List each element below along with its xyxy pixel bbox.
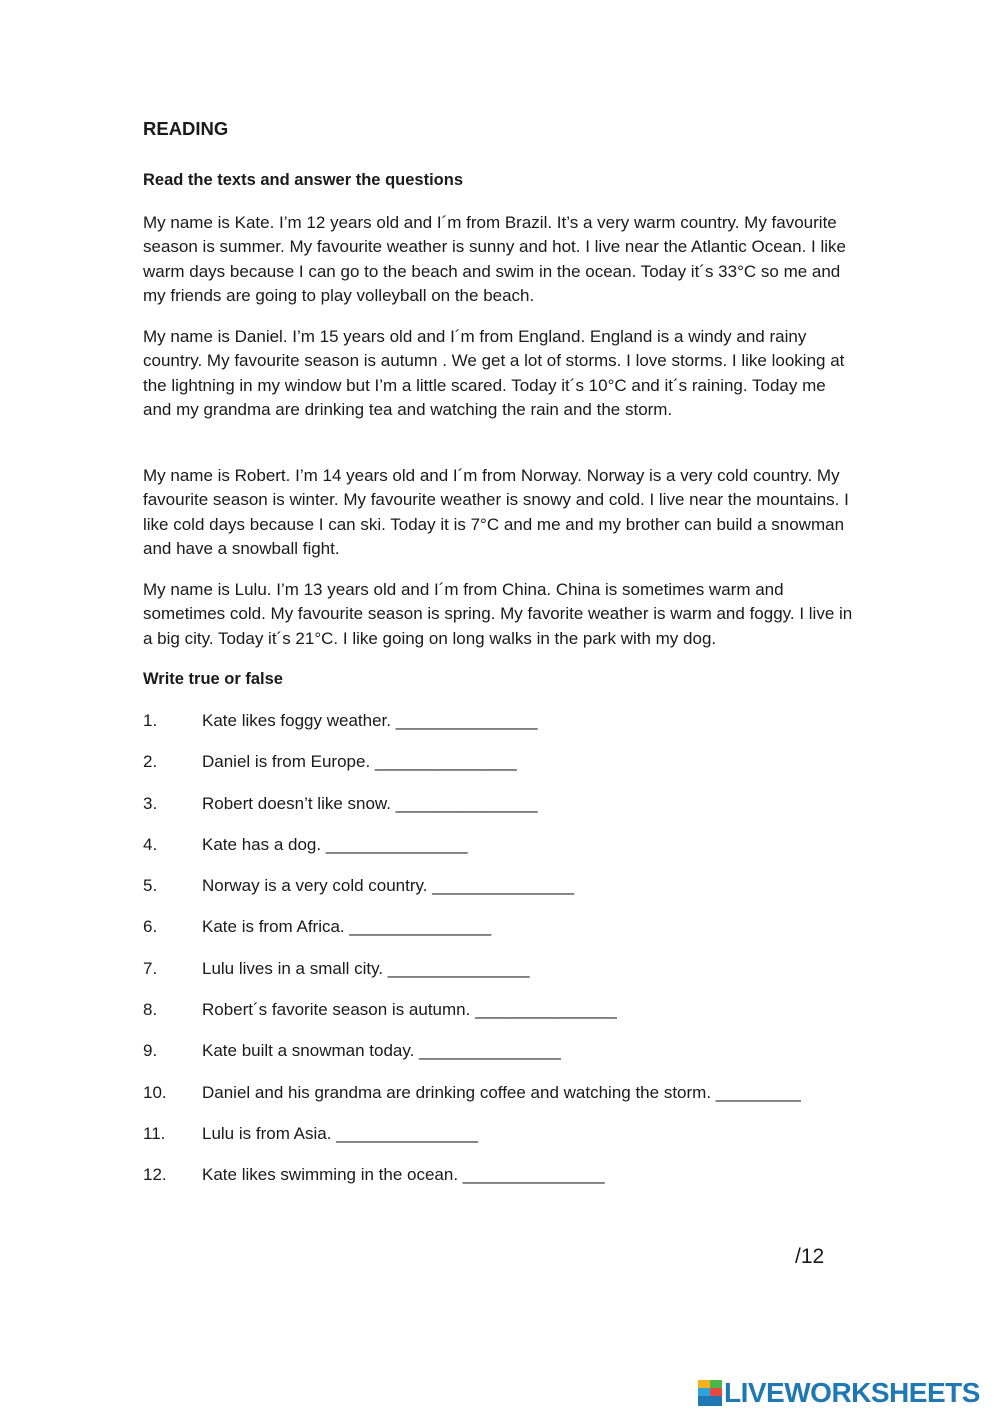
question-item[interactable] (143, 792, 863, 833)
question-text: Norway is a very cold country. _______________ (202, 876, 575, 896)
question-text: Robert´s favorite season is autumn. _______________ (202, 1000, 617, 1020)
question-number: 4. (143, 834, 158, 854)
question-number: 5. (143, 876, 158, 896)
question-text: Kate has a dog. _______________ (202, 834, 468, 854)
reading-paragraph-kate: My name is Kate. I’m 12 years old and I´m from Brazil. It’s a very warm country. My favourite season is summer. My favourite weather is sunny and hot. I live near the Atlantic Ocean. I like warm days because I can go to the beach and swim in the ocean. Today it´s 33°C so me and my friends are going to play volleyball on the beach. (143, 213, 847, 305)
question-text: Robert doesn’t like snow. _______________ (202, 793, 538, 813)
question-text: Kate built a snowman today. _______________ (202, 1041, 561, 1061)
question-item[interactable] (143, 915, 863, 956)
question-item[interactable] (143, 833, 863, 874)
reading-paragraph-robert: My name is Robert. I’m 14 years old and I´m from Norway. Norway is a very cold country. My favourite season is winter. My favourite weather is snowy and cold. I live near the mountains. I like cold days because I can ski. Today it is 7°C and me and my brother can build a snowman and have a snowball fight. (143, 466, 849, 558)
question-item[interactable] (143, 957, 863, 998)
question-number: 3. (143, 793, 158, 813)
instruction-true-false: Write true or false (143, 670, 283, 688)
reading-paragraph-lulu: My name is Lulu. I’m 13 years old and I´m from China. China is sometimes warm and sometimes cold. My favourite season is spring. My favorite weather is warm and foggy. I live in a big city. Today it´s 21°C. I like going on long walks in the park with my dog. (143, 580, 853, 648)
page-title: READING (143, 118, 229, 139)
liveworksheets-logo[interactable] (698, 1378, 980, 1408)
question-item[interactable] (143, 998, 863, 1039)
reading-paragraph-daniel: My name is Daniel. I’m 15 years old and I´m from England. England is a windy and rainy country. My favourite season is autumn . We get a lot of storms. I love storms. I like looking at the lightning in my window but I’m a little scared. Today it´s 10°C and it´s raining. Today me and my grandma are drinking tea and watching the rain and the storm. (143, 327, 845, 419)
question-item[interactable] (143, 750, 863, 791)
question-text: Lulu is from Asia. _______________ (202, 1123, 478, 1143)
instruction-read: Read the texts and answer the questions (143, 171, 463, 189)
question-text: Daniel and his grandma are drinking coffee and watching the storm. _________ (202, 1082, 801, 1102)
question-number: 10. (143, 1082, 167, 1102)
score-total: /12 (795, 1245, 825, 1268)
question-text: Kate likes swimming in the ocean. _______________ (202, 1165, 605, 1185)
question-list (143, 709, 863, 1205)
question-item[interactable] (143, 874, 863, 915)
question-number: 11. (143, 1123, 166, 1143)
question-text: Daniel is from Europe. _______________ (202, 752, 517, 772)
question-item[interactable] (143, 1081, 863, 1122)
liveworksheets-logo-icon (698, 1380, 722, 1406)
question-item[interactable] (143, 1039, 863, 1080)
question-item[interactable] (143, 1122, 863, 1163)
question-item[interactable] (143, 1163, 863, 1204)
question-text: Kate likes foggy weather. _______________ (202, 711, 538, 730)
question-number: 1. (143, 711, 158, 730)
question-item[interactable] (143, 709, 863, 750)
logo-text: LIVEWORKSHEETS (724, 1377, 980, 1408)
question-number: 7. (143, 958, 158, 978)
question-number: 9. (143, 1041, 158, 1061)
question-number: 12. (143, 1165, 167, 1185)
question-text: Kate is from Africa. _______________ (202, 917, 492, 937)
question-text: Lulu lives in a small city. _______________ (202, 958, 530, 978)
question-number: 2. (143, 752, 158, 772)
question-number: 6. (143, 917, 158, 937)
question-number: 8. (143, 1000, 158, 1020)
